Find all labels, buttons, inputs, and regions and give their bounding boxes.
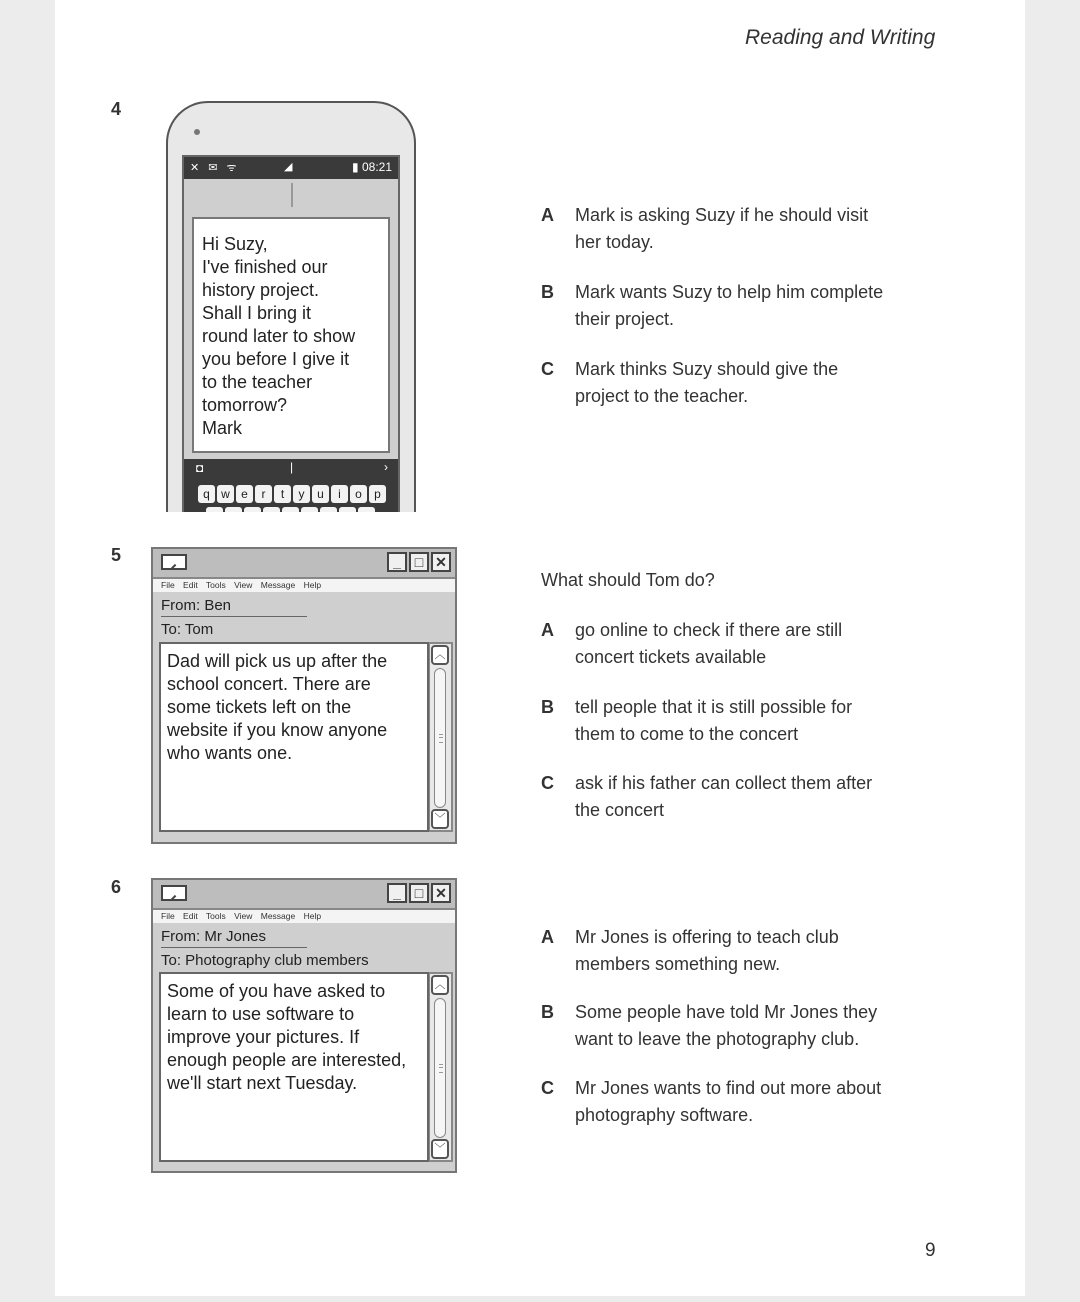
scroll-up-icon: ︿ (431, 975, 449, 995)
q4-option-b (541, 279, 931, 333)
option-line: photography software. (575, 1105, 754, 1125)
message-line: tomorrow? (202, 395, 288, 415)
scroll-thumb (434, 998, 446, 1138)
text-message (192, 217, 390, 453)
window-controls (387, 552, 451, 572)
camera-icon: ◘ (196, 461, 204, 475)
q5-question: What should Tom do? (541, 570, 715, 590)
email-body-line: some tickets left on the (167, 697, 352, 717)
q6-option-a (541, 924, 931, 978)
key (244, 507, 261, 512)
key (282, 507, 299, 512)
text-cursor (291, 183, 293, 207)
grip-icon (439, 734, 443, 743)
phone-camera (194, 129, 200, 135)
phone-illustration (166, 101, 416, 512)
option-line: concert tickets available (575, 647, 767, 667)
question-number-6: 6 (111, 877, 122, 897)
option-letter: A (541, 205, 554, 225)
email-body-line: enough people are interested, (167, 1050, 407, 1070)
q5-option-c (541, 770, 931, 824)
key: t (274, 485, 291, 503)
menu-bar: File Edit Tools View Message Help (153, 910, 455, 923)
option-line: ask if his father can collect them after (575, 773, 873, 793)
email-body (159, 642, 429, 832)
maximize-icon: □ (409, 552, 429, 572)
scroll-thumb (434, 668, 446, 808)
option-line: want to leave the photography club. (575, 1029, 860, 1049)
email-scrollbar (429, 642, 453, 832)
key: r (255, 485, 272, 503)
menu-bar: File Edit Tools View Message Help (153, 579, 455, 592)
option-line: tell people that it is still possible for (575, 697, 853, 717)
option-letter: C (541, 1078, 554, 1098)
q4-option-c (541, 356, 931, 410)
email-body-line: improve your pictures. If (167, 1027, 360, 1047)
key (225, 507, 242, 512)
key (320, 507, 337, 512)
minimize-icon: _ (387, 552, 407, 572)
option-line: her today. (575, 232, 654, 252)
message-line: I've finished our (202, 257, 328, 277)
battery-icon: ▮ (352, 160, 362, 174)
key: e (236, 485, 253, 503)
email-body-line: learn to use software to (167, 1004, 355, 1024)
option-line: Mr Jones is offering to teach club (575, 927, 839, 947)
window-controls (387, 883, 451, 903)
email-body-line: who wants one. (167, 743, 293, 763)
from-divider (161, 616, 307, 617)
email-body-line: Some of you have asked to (167, 981, 386, 1001)
option-line: Some people have told Mr Jones they (575, 1002, 878, 1022)
phone-screen (182, 155, 400, 512)
option-letter: A (541, 927, 554, 947)
option-line: project to the teacher. (575, 386, 749, 406)
close-icon: ✕ (431, 552, 451, 572)
option-letter: B (541, 282, 554, 302)
phone-status-bar (184, 157, 398, 179)
input-cursor-icon: | (290, 460, 294, 474)
key (339, 507, 356, 512)
question-number-4: 4 (111, 99, 122, 119)
email-body-line: school concert. There are (167, 674, 371, 694)
q6-option-c (541, 1075, 931, 1129)
minimize-icon: _ (387, 883, 407, 903)
option-line: their project. (575, 309, 675, 329)
phone-time: 08:21 (361, 160, 392, 174)
email-from: From: Ben (161, 597, 232, 614)
phone-keyboard (184, 477, 398, 512)
option-letter: B (541, 1002, 554, 1022)
key: w (217, 485, 234, 503)
q5-option-b (541, 694, 931, 748)
window-title-bar (153, 549, 455, 579)
q4-option-a (541, 202, 931, 256)
maximize-icon: □ (409, 883, 429, 903)
envelope-icon (161, 554, 187, 570)
email-window-q6 (151, 878, 457, 1173)
option-line: go online to check if there are still (575, 620, 843, 640)
close-icon: ✕ (431, 883, 451, 903)
message-line: round later to show (202, 326, 356, 346)
question-number-5: 5 (111, 545, 122, 565)
section-header: Reading and Writing (745, 26, 936, 49)
option-line: Mark wants Suzy to help him complete (575, 282, 884, 302)
email-to: To: Photography club members (161, 952, 369, 969)
compose-bar (184, 459, 398, 477)
key (301, 507, 318, 512)
email-scrollbar (429, 972, 453, 1162)
page-number: 9 (925, 1240, 936, 1261)
email-to: To: Tom (161, 621, 214, 638)
message-line: Mark (202, 418, 242, 438)
option-letter: C (541, 773, 554, 793)
q5-option-a (541, 617, 931, 671)
option-line: Mark is asking Suzy if he should visit (575, 205, 869, 225)
message-line: you before I give it (202, 349, 350, 369)
key: q (198, 485, 215, 503)
email-body-line: Dad will pick us up after the (167, 651, 388, 671)
send-arrow-icon: › (384, 460, 388, 474)
option-line: them to come to the concert (575, 724, 799, 744)
notification-icons: ✕ ✉ ᯤ (190, 162, 240, 174)
key: u (312, 485, 329, 503)
message-line: to the teacher (202, 372, 313, 392)
key (263, 507, 280, 512)
message-line: history project. (202, 280, 320, 300)
scroll-down-icon: ﹀ (431, 1139, 449, 1159)
email-body (159, 972, 429, 1162)
key: p (369, 485, 386, 503)
window-title-bar (153, 880, 455, 910)
option-line: the concert (575, 800, 665, 820)
option-letter: A (541, 620, 554, 640)
battery-clock (352, 160, 392, 174)
email-window-q5 (151, 547, 457, 844)
option-line: members something new. (575, 954, 781, 974)
signal-icon: ◢ (284, 161, 293, 173)
keyboard-row-partial (206, 507, 375, 512)
email-body-line: website if you know anyone (167, 720, 388, 740)
envelope-icon (161, 885, 187, 901)
message-line: Shall I bring it (202, 303, 312, 323)
key: i (331, 485, 348, 503)
option-line: Mr Jones wants to find out more about (575, 1078, 882, 1098)
keyboard-row (198, 485, 386, 503)
key (206, 507, 223, 512)
grip-icon (439, 1064, 443, 1073)
from-divider (161, 947, 307, 948)
key: y (293, 485, 310, 503)
key (358, 507, 375, 512)
option-line: Mark thinks Suzy should give the (575, 359, 839, 379)
option-letter: B (541, 697, 554, 717)
message-line: Hi Suzy, (202, 234, 268, 254)
option-letter: C (541, 359, 554, 379)
key: o (350, 485, 367, 503)
scroll-up-icon: ︿ (431, 645, 449, 665)
email-body-line: we'll start next Tuesday. (167, 1073, 358, 1093)
scroll-down-icon: ﹀ (431, 809, 449, 829)
q6-option-b (541, 999, 931, 1053)
email-from: From: Mr Jones (161, 928, 267, 945)
